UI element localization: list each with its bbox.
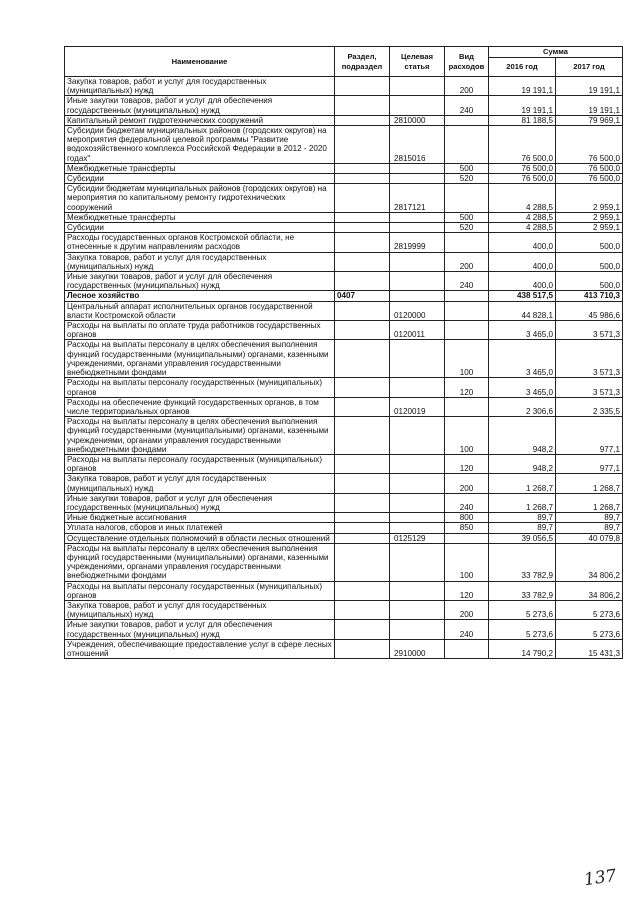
row-expense-kind: 240 xyxy=(445,96,489,115)
row-target-code xyxy=(390,252,445,271)
row-target-code xyxy=(390,493,445,512)
table-row xyxy=(65,600,623,619)
row-expense-kind xyxy=(445,233,489,252)
row-sum-2017: 2 959,1 xyxy=(556,223,623,233)
row-sum-2017: 34 806,2 xyxy=(556,543,623,581)
row-sum-2017: 500,0 xyxy=(556,252,623,271)
row-sum-2016: 89,7 xyxy=(489,523,556,533)
row-expense-kind: 120 xyxy=(445,454,489,473)
row-section xyxy=(335,493,390,512)
row-target-code: 0120000 xyxy=(390,301,445,320)
row-section xyxy=(335,620,390,639)
row-sum-2016: 33 782,9 xyxy=(489,543,556,581)
row-sum-2016: 1 268,7 xyxy=(489,493,556,512)
row-expense-kind: 240 xyxy=(445,272,489,291)
row-section xyxy=(335,174,390,184)
row-sum-2017: 3 571,3 xyxy=(556,340,623,378)
table-row xyxy=(65,174,623,184)
table-row xyxy=(65,639,623,658)
row-sum-2017: 76 500,0 xyxy=(556,174,623,184)
row-sum-2016: 33 782,9 xyxy=(489,581,556,600)
row-target-code xyxy=(390,600,445,619)
row-section xyxy=(335,96,390,115)
table-row xyxy=(65,543,623,581)
header-kind: Вид расходов xyxy=(445,47,489,77)
row-section xyxy=(335,581,390,600)
row-name: Расходы государственных органов Костромской области, не отнесенные к другим направлениям расходов xyxy=(65,233,335,252)
row-sum-2017: 15 431,3 xyxy=(556,639,623,658)
row-expense-kind xyxy=(445,184,489,213)
row-expense-kind: 200 xyxy=(445,600,489,619)
row-expense-kind xyxy=(445,321,489,340)
table-row xyxy=(65,321,623,340)
row-sum-2016: 400,0 xyxy=(489,272,556,291)
row-sum-2016: 3 465,0 xyxy=(489,378,556,397)
row-expense-kind: 500 xyxy=(445,163,489,173)
row-section xyxy=(335,126,390,164)
row-section xyxy=(335,533,390,543)
row-sum-2016: 44 828,1 xyxy=(489,301,556,320)
row-name: Расходы на выплаты персоналу в целях обеспечения выполнения функций государственными (муниципальными) органами, казенными учреждениями, органами управления государственными внебюджетными фондами xyxy=(65,340,335,378)
row-name: Расходы на выплаты персоналу в целях обеспечения выполнения функций государственными (муниципальными) органами, казенными учреждениями, органами управления государственными внебюджетными фондами xyxy=(65,417,335,455)
row-section xyxy=(335,252,390,271)
row-name: Иные закупки товаров, работ и услуг для обеспечения государственных (муниципальных) нужд xyxy=(65,493,335,512)
row-expense-kind: 120 xyxy=(445,378,489,397)
row-sum-2017: 34 806,2 xyxy=(556,581,623,600)
row-target-code: 2910000 xyxy=(390,639,445,658)
row-expense-kind: 120 xyxy=(445,581,489,600)
row-name: Закупка товаров, работ и услуг для государственных (муниципальных) нужд xyxy=(65,77,335,96)
table-row xyxy=(65,126,623,164)
row-sum-2017: 76 500,0 xyxy=(556,163,623,173)
row-section xyxy=(335,301,390,320)
row-target-code xyxy=(390,163,445,173)
row-expense-kind: 100 xyxy=(445,543,489,581)
row-name: Иные бюджетные ассигнования xyxy=(65,513,335,523)
table-row xyxy=(65,77,623,96)
row-section xyxy=(335,523,390,533)
row-sum-2016: 948,2 xyxy=(489,417,556,455)
budget-table xyxy=(64,46,623,659)
row-sum-2017: 500,0 xyxy=(556,272,623,291)
row-sum-2017: 1 268,7 xyxy=(556,493,623,512)
row-target-code xyxy=(390,454,445,473)
row-sum-2017: 413 710,3 xyxy=(556,291,623,301)
row-name: Закупка товаров, работ и услуг для государственных (муниципальных) нужд xyxy=(65,600,335,619)
table-row xyxy=(65,474,623,493)
table-row xyxy=(65,523,623,533)
row-section xyxy=(335,600,390,619)
row-expense-kind: 850 xyxy=(445,523,489,533)
row-section xyxy=(335,77,390,96)
row-expense-kind: 100 xyxy=(445,417,489,455)
row-section xyxy=(335,454,390,473)
row-expense-kind: 240 xyxy=(445,493,489,512)
row-name: Субсидии xyxy=(65,174,335,184)
row-section xyxy=(335,321,390,340)
row-name: Субсидии бюджетам муниципальных районов (городских округов) на мероприятия по капитальному ремонту гидротехнических сооружений xyxy=(65,184,335,213)
row-expense-kind xyxy=(445,291,489,301)
row-section xyxy=(335,474,390,493)
row-target-code xyxy=(390,543,445,581)
row-expense-kind: 200 xyxy=(445,474,489,493)
row-sum-2016: 400,0 xyxy=(489,252,556,271)
row-section xyxy=(335,233,390,252)
row-target-code xyxy=(390,291,445,301)
row-expense-kind xyxy=(445,126,489,164)
row-expense-kind xyxy=(445,115,489,125)
row-sum-2016: 4 288,5 xyxy=(489,223,556,233)
table-row xyxy=(65,454,623,473)
row-target-code xyxy=(390,474,445,493)
row-target-code xyxy=(390,523,445,533)
row-sum-2017: 2 959,1 xyxy=(556,184,623,213)
table-row xyxy=(65,513,623,523)
table-row xyxy=(65,417,623,455)
row-sum-2017: 89,7 xyxy=(556,513,623,523)
row-expense-kind: 100 xyxy=(445,340,489,378)
table-row xyxy=(65,581,623,600)
table-row xyxy=(65,212,623,222)
row-sum-2016: 5 273,6 xyxy=(489,600,556,619)
row-sum-2017: 500,0 xyxy=(556,233,623,252)
row-expense-kind: 200 xyxy=(445,252,489,271)
row-sum-2017: 19 191,1 xyxy=(556,77,623,96)
row-section xyxy=(335,184,390,213)
row-section xyxy=(335,513,390,523)
row-expense-kind xyxy=(445,397,489,416)
row-sum-2016: 14 790,2 xyxy=(489,639,556,658)
row-name: Осуществление отдельных полномочий в области лесных отношений xyxy=(65,533,335,543)
row-section xyxy=(335,543,390,581)
row-section xyxy=(335,417,390,455)
row-sum-2016: 948,2 xyxy=(489,454,556,473)
row-sum-2016: 39 056,5 xyxy=(489,533,556,543)
row-sum-2017: 19 191,1 xyxy=(556,96,623,115)
row-name: Уплата налогов, сборов и иных платежей xyxy=(65,523,335,533)
row-sum-2016: 400,0 xyxy=(489,233,556,252)
row-name: Центральный аппарат исполнительных органов государственной власти Костромской области xyxy=(65,301,335,320)
row-section xyxy=(335,378,390,397)
row-target-code xyxy=(390,77,445,96)
row-sum-2016: 3 465,0 xyxy=(489,340,556,378)
table-row xyxy=(65,96,623,115)
table-row xyxy=(65,493,623,512)
row-sum-2016: 76 500,0 xyxy=(489,163,556,173)
row-target-code: 2817121 xyxy=(390,184,445,213)
row-section xyxy=(335,163,390,173)
row-target-code: 2819999 xyxy=(390,233,445,252)
row-target-code: 2810000 xyxy=(390,115,445,125)
row-target-code xyxy=(390,272,445,291)
table-row xyxy=(65,397,623,416)
table-row xyxy=(65,115,623,125)
row-sum-2016: 3 465,0 xyxy=(489,321,556,340)
row-sum-2016: 5 273,6 xyxy=(489,620,556,639)
row-sum-2016: 19 191,1 xyxy=(489,77,556,96)
row-name: Субсидии xyxy=(65,223,335,233)
table-row xyxy=(65,223,623,233)
row-name: Межбюджетные трансферты xyxy=(65,163,335,173)
row-sum-2016: 89,7 xyxy=(489,513,556,523)
header-section: Раздел, подраздел xyxy=(335,47,390,77)
row-sum-2017: 3 571,3 xyxy=(556,321,623,340)
page-number: 137 xyxy=(582,865,618,891)
row-sum-2016: 4 288,5 xyxy=(489,212,556,222)
row-expense-kind xyxy=(445,533,489,543)
row-name: Учреждения, обеспечивающие предоставление услуг в сфере лесных отношений xyxy=(65,639,335,658)
row-section xyxy=(335,340,390,378)
row-section xyxy=(335,639,390,658)
row-section xyxy=(335,223,390,233)
row-sum-2017: 977,1 xyxy=(556,454,623,473)
table-row xyxy=(65,378,623,397)
row-sum-2017: 977,1 xyxy=(556,417,623,455)
header-target: Целевая статья xyxy=(390,47,445,77)
row-section xyxy=(335,212,390,222)
row-name: Иные закупки товаров, работ и услуг для обеспечения государственных (муниципальных) нужд xyxy=(65,620,335,639)
row-sum-2016: 438 517,5 xyxy=(489,291,556,301)
row-target-code xyxy=(390,96,445,115)
row-expense-kind: 200 xyxy=(445,77,489,96)
row-sum-2017: 5 273,6 xyxy=(556,620,623,639)
row-sum-2016: 81 188,5 xyxy=(489,115,556,125)
table-row xyxy=(65,272,623,291)
row-target-code xyxy=(390,212,445,222)
row-expense-kind xyxy=(445,301,489,320)
row-name: Закупка товаров, работ и услуг для государственных (муниципальных) нужд xyxy=(65,252,335,271)
row-target-code xyxy=(390,223,445,233)
row-name: Расходы на выплаты по оплате труда работников государственных органов xyxy=(65,321,335,340)
row-name: Межбюджетные трансферты xyxy=(65,212,335,222)
row-section xyxy=(335,272,390,291)
row-name: Лесное хозяйство xyxy=(65,291,335,301)
row-sum-2016: 76 500,0 xyxy=(489,174,556,184)
row-name: Расходы на обеспечение функций государственных органов, в том числе территориальных органов xyxy=(65,397,335,416)
row-section xyxy=(335,397,390,416)
table-row xyxy=(65,184,623,213)
row-target-code xyxy=(390,417,445,455)
row-target-code: 0120011 xyxy=(390,321,445,340)
row-sum-2017: 89,7 xyxy=(556,523,623,533)
row-target-code: 2815016 xyxy=(390,126,445,164)
row-target-code xyxy=(390,513,445,523)
row-target-code xyxy=(390,581,445,600)
header-name: Наименование xyxy=(65,47,335,77)
row-name: Расходы на выплаты персоналу государственных (муниципальных) органов xyxy=(65,454,335,473)
row-sum-2017: 45 986,6 xyxy=(556,301,623,320)
row-sum-2017: 5 273,6 xyxy=(556,600,623,619)
row-target-code xyxy=(390,378,445,397)
row-expense-kind: 800 xyxy=(445,513,489,523)
table-row xyxy=(65,533,623,543)
row-sum-2017: 3 571,3 xyxy=(556,378,623,397)
header-sum: Сумма xyxy=(489,47,623,58)
row-expense-kind: 240 xyxy=(445,620,489,639)
row-expense-kind xyxy=(445,639,489,658)
row-target-code xyxy=(390,340,445,378)
header-2016: 2016 год xyxy=(489,58,556,77)
table-row xyxy=(65,620,623,639)
row-name: Субсидии бюджетам муниципальных районов (городских округов) на мероприятия федеральной целевой программы "Развитие водохозяйственного комплекса Российской Федерации в 2012 - 2020 годах" xyxy=(65,126,335,164)
header-2017: 2017 год xyxy=(556,58,623,77)
row-name: Иные закупки товаров, работ и услуг для обеспечения государственных (муниципальных) нужд xyxy=(65,96,335,115)
row-sum-2017: 2 335,5 xyxy=(556,397,623,416)
row-sum-2016: 2 306,6 xyxy=(489,397,556,416)
row-section: 0407 xyxy=(335,291,390,301)
row-sum-2016: 4 288,5 xyxy=(489,184,556,213)
row-sum-2017: 79 969,1 xyxy=(556,115,623,125)
row-sum-2017: 76 500,0 xyxy=(556,126,623,164)
row-expense-kind: 520 xyxy=(445,223,489,233)
row-sum-2016: 19 191,1 xyxy=(489,96,556,115)
row-name: Расходы на выплаты персоналу в целях обеспечения выполнения функций государственными (муниципальными) органами, казенными учреждениями, органами управления государственными внебюджетными фондами xyxy=(65,543,335,581)
row-section xyxy=(335,115,390,125)
row-name: Расходы на выплаты персоналу государственных (муниципальных) органов xyxy=(65,378,335,397)
row-sum-2017: 1 268,7 xyxy=(556,474,623,493)
table-row xyxy=(65,301,623,320)
row-target-code xyxy=(390,174,445,184)
row-sum-2016: 1 268,7 xyxy=(489,474,556,493)
row-target-code: 0120019 xyxy=(390,397,445,416)
row-target-code xyxy=(390,620,445,639)
table-row xyxy=(65,233,623,252)
table-body xyxy=(65,77,623,659)
table-row xyxy=(65,340,623,378)
row-name: Расходы на выплаты персоналу государственных (муниципальных) органов xyxy=(65,581,335,600)
row-expense-kind: 500 xyxy=(445,212,489,222)
row-target-code: 0125129 xyxy=(390,533,445,543)
row-sum-2017: 2 959,1 xyxy=(556,212,623,222)
row-expense-kind: 520 xyxy=(445,174,489,184)
row-sum-2017: 40 079,8 xyxy=(556,533,623,543)
row-sum-2016: 76 500,0 xyxy=(489,126,556,164)
row-name: Капитальный ремонт гидротехнических сооружений xyxy=(65,115,335,125)
table-row xyxy=(65,163,623,173)
row-name: Иные закупки товаров, работ и услуг для обеспечения государственных (муниципальных) нужд xyxy=(65,272,335,291)
table-row xyxy=(65,252,623,271)
row-name: Закупка товаров, работ и услуг для государственных (муниципальных) нужд xyxy=(65,474,335,493)
table-row xyxy=(65,291,623,301)
